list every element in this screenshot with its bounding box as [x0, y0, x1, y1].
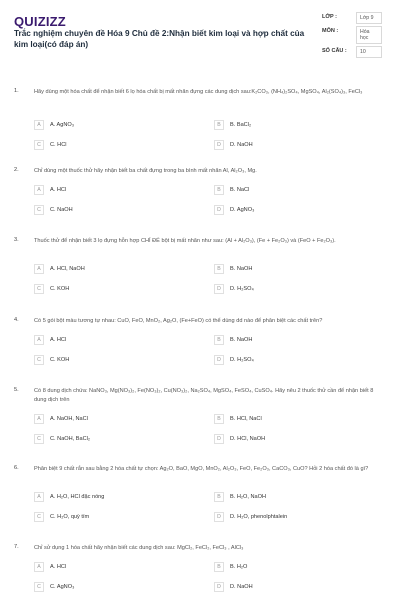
option-letter: D	[214, 284, 224, 294]
option-letter: C	[34, 512, 44, 522]
option-c[interactable]	[34, 205, 184, 218]
option-letter: C	[34, 205, 44, 215]
option-letter: B	[214, 562, 224, 572]
option-text: A. HCl, NaOH	[50, 265, 85, 272]
option-a[interactable]	[34, 264, 184, 277]
option-text: B. NaOH	[230, 336, 253, 343]
option-d[interactable]	[214, 284, 364, 297]
option-text: D. AgNO₃	[230, 206, 255, 213]
option-text: A. AgNO₃	[50, 121, 75, 128]
option-text: B. NaCl	[230, 186, 250, 193]
option-text: B. HCl, NaCl	[230, 415, 262, 422]
option-b[interactable]	[214, 335, 364, 348]
question-text: Có 5 gói bột màu tương tự nhau: CuO, FeO, MnO₂, Ag₂O, (Fe+FeO) có thể dùng dd nào để phân biệt các chất trên?	[34, 318, 323, 324]
option-text: A. H₂O, HCl đặc nóng	[50, 493, 105, 500]
option-letter: D	[214, 205, 224, 215]
option-a[interactable]	[34, 335, 184, 348]
option-text: C. NaOH, BaCl₂	[50, 435, 91, 442]
question-text: Thuốc thử để nhận biết 3 lọ đựng hỗn hợp CHỈ ĐỂ bột bị mất nhãn như sau: (Al + Al₂O₃), (Fe + Fe₂O₃) và (FeO + Fe₂O₃).	[34, 238, 336, 244]
option-text: A. NaOH, NaCl	[50, 415, 88, 422]
option-a[interactable]	[34, 562, 184, 575]
option-text: A. HCl	[50, 186, 67, 193]
option-letter: A	[34, 492, 44, 502]
option-text: D. NaOH	[230, 141, 253, 148]
question-number: 2.	[14, 167, 19, 173]
option-text: B. H₂O, NaOH	[230, 493, 267, 500]
option-text: D. H₂O, phenolphtalein	[230, 513, 288, 520]
subject-label: MÔN :	[322, 28, 339, 34]
option-letter: B	[214, 120, 224, 130]
count-row	[322, 46, 392, 58]
subject-row	[322, 26, 392, 46]
subject-value: Hóa học	[356, 26, 382, 44]
option-c[interactable]	[34, 582, 184, 595]
question-number: 5.	[14, 387, 19, 393]
option-letter: A	[34, 335, 44, 345]
option-text: A. HCl	[50, 336, 67, 343]
option-c[interactable]	[34, 355, 184, 368]
option-b[interactable]	[214, 562, 364, 575]
class-row	[322, 12, 392, 26]
option-letter: D	[214, 434, 224, 444]
option-b[interactable]	[214, 185, 364, 198]
option-letter: B	[214, 185, 224, 195]
option-letter: A	[34, 120, 44, 130]
option-text: D. H₂SO₄	[230, 285, 254, 292]
option-b[interactable]	[214, 264, 364, 277]
option-c[interactable]	[34, 434, 184, 447]
option-letter: C	[34, 140, 44, 150]
question-text: Phân biệt 9 chất rắn sau bằng 2 hóa chất tự chọn: Ag₂O, BaO, MgO, MnO₂, Al₂O₃, FeO, Fe₂O₃, CaCO₃, CuO? Hỏi 2 hóa chất đó là gì?	[34, 466, 369, 472]
option-letter: D	[214, 355, 224, 365]
option-letter: C	[34, 582, 44, 592]
count-label: SỐ CÂU :	[322, 48, 347, 54]
option-b[interactable]	[214, 492, 364, 505]
option-c[interactable]	[34, 284, 184, 297]
question-number: 3.	[14, 237, 19, 243]
option-text: C. NaOH	[50, 206, 73, 213]
option-letter: A	[34, 264, 44, 274]
option-letter: A	[34, 185, 44, 195]
question-number: 4.	[14, 317, 19, 323]
class-label: LỚP :	[322, 14, 337, 20]
question-text: Có 8 dung dịch chứa: NaNO₃, Mg(NO₃)₂, Fe(NO₃)₂, Cu(NO₃)₂, Na₂SO₄, MgSO₄, FeSO₄, CuSO₄. Hãy nêu 2 thuốc thử cần để nhận biết 8 dung dịch trên	[34, 388, 374, 403]
option-b[interactable]	[214, 120, 364, 133]
option-text: C. KOH	[50, 285, 70, 292]
option-c[interactable]	[34, 140, 184, 153]
option-d[interactable]	[214, 434, 364, 447]
option-d[interactable]	[214, 355, 364, 368]
option-d[interactable]	[214, 205, 364, 218]
class-value: Lớp 9	[356, 12, 382, 24]
option-letter: A	[34, 414, 44, 424]
question-text: Hãy dùng một hóa chất để nhận biết 6 lọ hóa chất bị mất nhãn đựng các dung dịch sau:K₂CO₃, (NH₄)₂SO₄, MgSO₄, Al₂(SO₄)₃, FeCl₃	[34, 89, 363, 95]
question-number: 6.	[14, 465, 19, 471]
worksheet-header	[0, 0, 400, 70]
option-text: C. HCl	[50, 141, 67, 148]
option-a[interactable]	[34, 120, 184, 133]
option-a[interactable]	[34, 414, 184, 427]
option-text: C. H₂O, quỳ tím	[50, 513, 90, 520]
option-letter: B	[214, 264, 224, 274]
option-text: C. KOH	[50, 356, 70, 363]
option-text: C. AgNO₃	[50, 583, 75, 590]
option-text: A. HCl	[50, 563, 67, 570]
question-text: Chỉ dùng một thuốc thử hãy nhận biết ba chất đựng trong ba bình mất nhãn Al, Al₂O₃, Mg.	[34, 168, 257, 174]
option-letter: C	[34, 434, 44, 444]
option-c[interactable]	[34, 512, 184, 525]
worksheet-title: Trắc nghiệm chuyên đề Hóa 9 Chủ đề 2:Nhận biết kim loại và hợp chất của kim loại(có đáp án)	[14, 29, 305, 49]
option-b[interactable]	[214, 414, 364, 427]
quizizz-logo: QUIZIZZ	[14, 14, 66, 29]
count-value: 10	[356, 46, 382, 58]
option-letter: B	[214, 414, 224, 424]
worksheet-meta	[322, 12, 392, 58]
question-text: Chỉ sử dụng 1 hóa chất hãy nhận biết các dung dịch sau: MgCl₂, FeCl₂, FeCl₃ , AlCl₃	[34, 545, 244, 551]
option-letter: D	[214, 512, 224, 522]
option-text: B. H₂O	[230, 563, 248, 570]
option-letter: D	[214, 582, 224, 592]
option-d[interactable]	[214, 140, 364, 153]
option-text: D. H₂SO₄	[230, 356, 254, 363]
option-d[interactable]	[214, 582, 364, 595]
option-text: B. NaOH	[230, 265, 253, 272]
option-letter: B	[214, 492, 224, 502]
option-text: D. NaOH	[230, 583, 253, 590]
question-number: 1.	[14, 88, 19, 94]
option-letter: C	[34, 355, 44, 365]
option-a[interactable]	[34, 492, 184, 505]
option-letter: B	[214, 335, 224, 345]
question-number: 7.	[14, 544, 19, 550]
option-letter: C	[34, 284, 44, 294]
option-text: D. HCl, NaOH	[230, 435, 266, 442]
option-text: B. BaCl₂	[230, 121, 252, 128]
option-d[interactable]	[214, 512, 364, 525]
option-a[interactable]	[34, 185, 184, 198]
option-letter: D	[214, 140, 224, 150]
option-letter: A	[34, 562, 44, 572]
